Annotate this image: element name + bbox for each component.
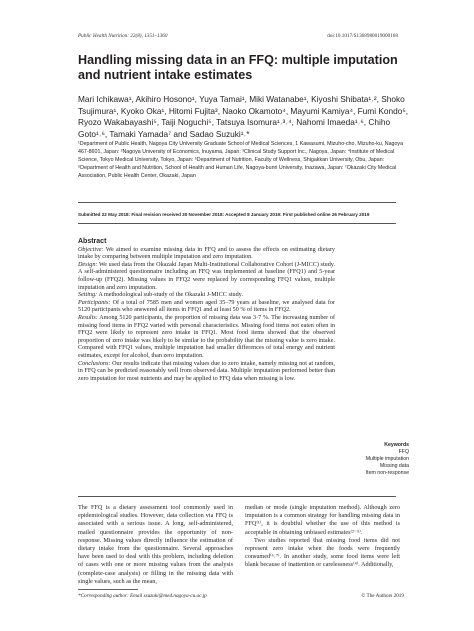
- submission-dates: Submitted 22 May 2018: Final revision received 30 November 2018: Accepted 8 January 2019: First published online 26 February 2019: [78, 212, 370, 217]
- divider: [78, 496, 396, 497]
- doi-link[interactable]: doi:10.1017/S1368980019000168: [327, 33, 398, 39]
- keyword-item: Multiple imputation: [365, 456, 409, 462]
- abstract-design: Design: We used data from the Okazaki Japan Multi-Institutional Collaborative Cohort (J-MICC) study. A self-administered questionnaire including an FFQ was implemented at baseline (FFQ1) and 5-year follow-up (FFQ2). Missing values in FFQ2 were replaced by corresponding FFQ1 values, multiple imputation and zero imputation.: [78, 261, 335, 291]
- body-paragraph: The FFQ is a dietary assessment tool commonly used in epidemiological studies. However, data collection via FFQ is associated with a serious issue. A long, self-administered, mailed questionnaire provides the opportunity of non-response. Missing values directly influence the estimation of dietary intake from the questionnaire. Several approaches have been used to deal with this problem, including deletion of cases with one or more missing values from the analysis (complete-case analysis) or filling in the missing data with single values, such as the mean,: [78, 504, 233, 585]
- corresponding-author: *Corresponding author: Email ssuzuki@med.nagoya-cu.ac.jp: [78, 593, 207, 599]
- body-column-left: [78, 504, 233, 586]
- keyword-item: FFQ: [398, 449, 409, 455]
- article-title: Handling missing data in an FFQ: multiple imputation and nutrient intake estimates: [78, 53, 398, 82]
- abstract-objective: Objective: We aimed to examine missing data in FFQ and to assess the effects on estimating dietary intake by comparing between multiple imputation and zero imputation.: [78, 246, 335, 261]
- body-column-right: [245, 504, 400, 570]
- abstract-participants: Participants: Of a total of 7585 men and women aged 35–79 years at baseline, we analysed data for 5120 participants who answered all items in FFQ1 and at least 50 % of items in FFQ2.: [78, 299, 335, 314]
- author-list: Mari Ichikawa¹, Akihiro Hosono¹, Yuya Tamai¹, Miki Watanabe¹, Kiyoshi Shibata¹˒², Shoko Tsujimura¹, Kyoko Oka¹, Hitomi Fujita³, Naoko Okamoto⁴, Mayumi Kamiya⁴, Fumi Kondo⁵, Ryozo Wakabayashi⁵, Taiji Noguchi⁵, Tatsuya Isomura¹˒³˒⁴, Nahomi Imaeda¹˒⁶, Chiho Goto¹˒⁶, Tamaki Yamada⁷ and Sadao Suzuki¹˒*: [78, 94, 409, 139]
- divider: [78, 202, 396, 203]
- divider: [78, 223, 396, 224]
- body-paragraph: Two studies reported that missing food items did not represent zero intake when the foods were frequently consumed⁽⁶˒⁷⁾. In another study, some food items were left blank because of inattention or carelessness⁽⁴⁾. Additionally,: [245, 536, 400, 569]
- keywords-box: [366, 442, 409, 477]
- abstract-results: Results: Among 5120 participants, the proportion of missing data was 3·7 %. The increasing number of missing food items in FFQ2 varied with personal characteristics. Missing food items not eaten often in FFQ2 were likely to represent zero intake in FFQ1. Most food items showed that the observed proportion of zero intake was likely to be similar to the probability that the missing value is zero intake. Compared with FFQ1 values, multiple imputation had smaller differences of total energy and nutrient estimates, except for alcohol, than zero imputation.: [78, 314, 335, 359]
- journal-citation: Public Health Nutrition: 22(8), 1351–1360: [78, 33, 168, 39]
- keyword-item: Missing data: [379, 463, 409, 469]
- keyword-item: Item non-response: [365, 470, 409, 476]
- keywords-heading: Keywords: [384, 442, 409, 448]
- copyright-notice: © The Authors 2019: [361, 593, 404, 599]
- abstract-conclusions: Conclusions: Our results indicate that missing values due to zero intake, namely missing not at random, in FFQ can be predicted reasonably well from observed data. Multiple imputation performed better than zero imputation for most nutrients and may be applied to FFQ data when missing is low.: [78, 360, 335, 382]
- abstract-setting: Setting: A methodological sub-study of the Okazaki J-MICC study.: [78, 292, 243, 299]
- footnote-rule: [78, 589, 138, 590]
- body-paragraph: median or mode (single imputation method). Although zero imputation is a common strategy for handling missing data in FFQ⁽¹⁾, it is doubtful whether the use of this method is acceptable in obtaining unbiased estimates⁽²⁻⁵⁾.: [245, 504, 400, 536]
- abstract-heading: Abstract: [78, 238, 107, 245]
- abstract-section: [78, 238, 335, 383]
- affiliations: ¹Department of Public Health, Nagoya City University Graduate School of Medical Sciences, 1 Kawasumi, Mizuho-cho, Mizuho-ku, Nagoya 467-8601, Japan: ²Nagoya University of Economics, Inuyama, Japan: ³Clinical Study Support Inc., Nagoya, Japan: ⁴Institute of Medical Science, Tokyo Medical University, Tokyo, Japan: ⁵Department of Nutrition, Faculty of Wellness, Shigakkan University, Obu, Japan: ⁶Department of Health and Nutrition, School of Health and Human Life, Nagoya-bunri University, Inazawa, Japan: ⁷Okazaki City Medical Association, Public Health Center, Okazaki, Japan: [78, 141, 404, 179]
